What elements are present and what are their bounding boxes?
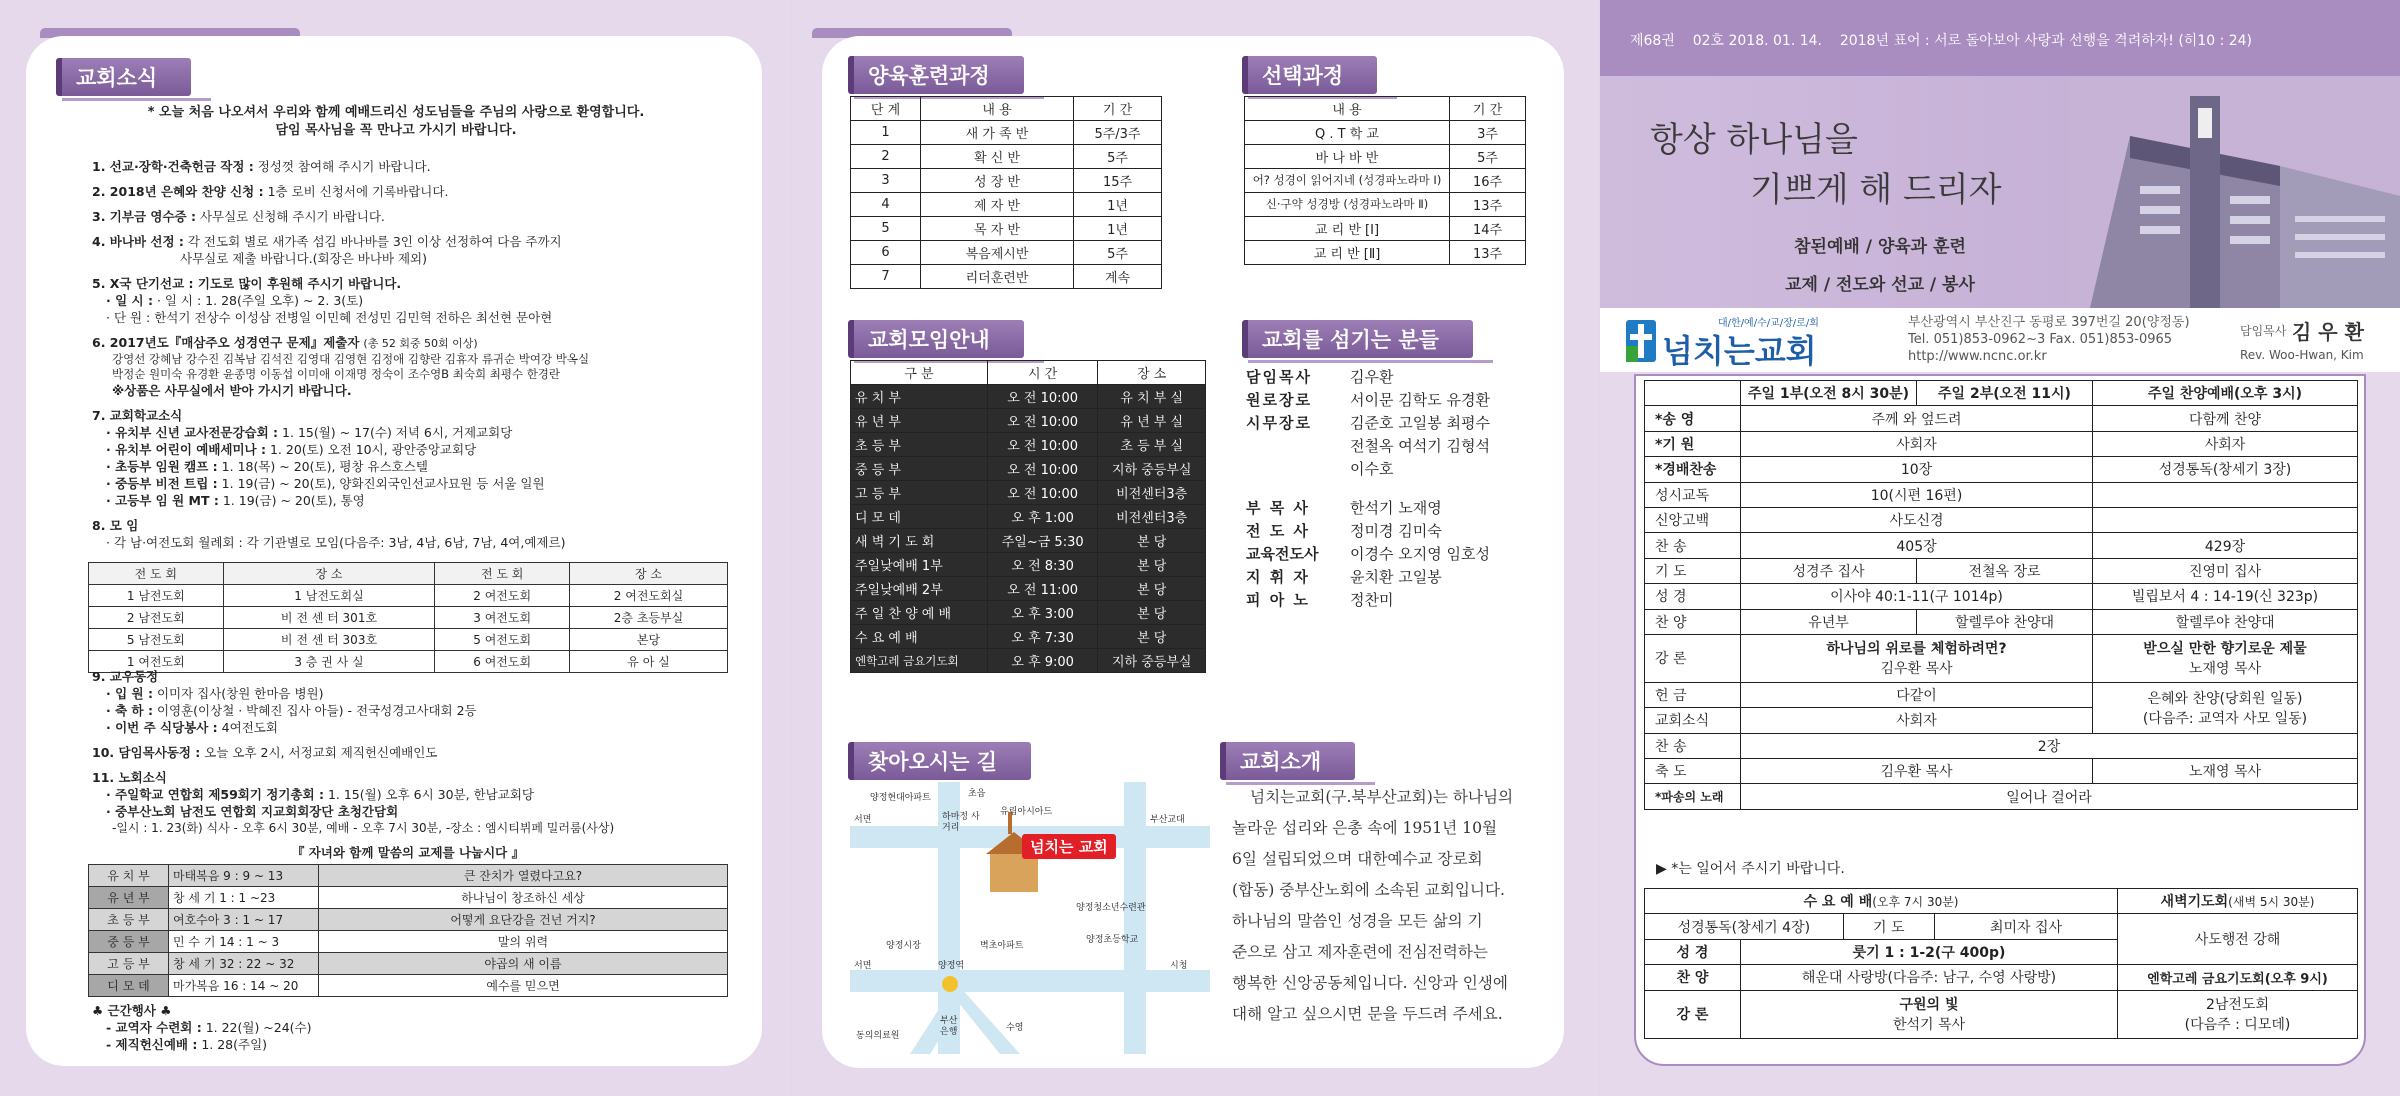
pillar-line-1: 참된예배 / 양육과 훈련 <box>1794 237 1966 257</box>
map-label: 초읍 <box>968 789 986 799</box>
news-list-2: 9. 교우동정 · 입 원 : 이미자 집사(창원 한마음 병원) · 축 하 : 이영훈(이상철 · 박혜진 집사 아들) - 전국성경고사대회 2등 · 이번 주 식당봉사 : 4여전도회 10. 담임목사동정 : 오늘 오후 2시, 서정교회 제직헌신예배인도 11. 노회소식 · 주일학교 연합회 제59회기 정기총회 : 1. 15(월) 오후 6시 30분, 한남교회당 · 중부산노회 남전도 연합회 지교회회장단 초청간담회 -일시 : 1. 23(화) 식사 - 오후 6시 30분, 예배 - 오후 7시 30분, -장소 : 엠시티뷔페 밀러룸(사상) <box>92 669 615 835</box>
map-label: 양정현대아파트 <box>870 793 931 803</box>
section-title-intro: 교회소개 <box>1220 742 1355 780</box>
cover-banner <box>1600 76 2400 308</box>
page-cover-worship <box>1600 0 2400 1096</box>
church-contact: 부산광역시 부산진구 동평로 397번길 20(양정동) Tel. 051)853-0962~3 Fax. 051)853-0965 http://www.ncnc.or.kr <box>1908 315 2190 364</box>
church-info-bar <box>1600 308 2400 372</box>
meetings-table: 구 분 시 간 장 소 유 치 부 오 전 10:00 유 치 부 실 유 년 부 오 전 10:00 유 년 부 실 초 등 부 오 전 10:00 초 등 부 실 중 등 부 오 전 10:00 지하 중등부실 고 등 부 오 전 10:00 비전센터3층 디 모 데 오 후 1:00 비전센터3층 새 벽 기 도 회 주일~금 5:30 본 당 주일낮예배 1부 오 전 8:30 본 당 주일낮예배 2부 오 전 11:00 본 당 주 일 찬 양 예 배 오 후 3:00 본 당 수 요 예 배 오 후 7:30 본 당 엔학고레 금요기도회 오 후 9:00 지하 중등부실 <box>850 360 1206 673</box>
section-title-elective: 선택과정 <box>1242 56 1377 94</box>
map-label: 부산 은행 <box>940 1016 958 1037</box>
map-label: 서면 <box>854 961 872 971</box>
upcoming-events: ♣ 근간행사 ♣ - 교역자 수련회 : 1. 22(월) ~24(수) - 제직헌신예배 : 1. 28(주일) <box>92 1003 312 1052</box>
slogan-line-2: 기쁘게 해 드리자 <box>1750 170 2002 210</box>
section-title-training: 양육훈련과정 <box>848 56 1024 94</box>
programs-panel <box>822 36 1564 1068</box>
news-panel <box>26 36 762 1066</box>
map-label: 벽초아파트 <box>980 941 1024 951</box>
map-label: 수영 <box>1006 1023 1024 1033</box>
pastor-label: 담임목사 <box>2240 324 2287 338</box>
church-name: 넘치는교회 <box>1662 332 1817 370</box>
church-building-image <box>2070 76 2400 308</box>
issue-line: 제68권 02호 2018. 01. 14. 2018년 표어 : 서로 돌아보아 사랑과 선행을 격려하자! (히10 : 24) <box>1630 33 2253 49</box>
pastor-name: 김 우 환 <box>2292 320 2364 344</box>
meeting-table: 전 도 회 장 소 전 도 회 장 소 1 남전도회 1 남전도회실 2 여전도회 2 여전도회실 2 남전도회 비 전 센 터 301호 3 여전도회 2층 초등부실 5 남전도회 비 전 센 터 303호 5 여전도회 본당 1 여전도회 3 층 권 사 실 6 여전도회 유 아 실 <box>88 562 728 673</box>
map-label: 하마정 사거리 <box>942 812 980 833</box>
map-label: 동의의료원 <box>856 1031 900 1041</box>
page-church-news <box>0 0 790 1096</box>
section-title-directions: 찾아오시는 길 <box>848 742 1031 780</box>
map-label: 서면 <box>854 815 872 825</box>
denomination: 대/한/예/수/교/장/로/회 <box>1718 318 1819 329</box>
map-label: 시청 <box>1170 961 1188 971</box>
slogan-line-1: 항상 하나님을 <box>1650 120 1858 160</box>
church-logo-icon <box>1626 320 1656 362</box>
elective-table: 내 용 기 간 Q . T 학 교 3주 바 나 바 반 5주 어? 성경이 읽어지네 (성경파노라마 Ⅰ) 16주 신·구약 성경방 (성경파노라마 Ⅱ) 13주 교 리 반 [Ⅰ] 14주 교 리 반 [Ⅱ] 13주 <box>1244 96 1526 265</box>
map-label: 양정역 <box>938 961 965 971</box>
sunday-order-table: 주일 1부(오전 8시 30분) 주일 2부(오전 11시) 주일 찬양예배(오후 3시) *송 영 주께 와 엎드려 다함께 찬양 *기 원 사회자 사회자 *경배찬송 10장 성경통독(창세기 3장) 성시교독 10(시편 16편) 신앙고백 사도신경 찬 송 405장 429장 기 도 성경주 집사 전철옥 장로 진영미 집사 성 경 이사야 40:1-11(구 1014p) 빌립보서 4 : 14-19(신 323p) 찬 양 유년부 할렐루야 찬양대 할렐루야 찬양대 강 론 하나님의 위로를 체험하려면? 김우환 목사 받으실 만한 향기로운 제물 노재영 목사 헌 금 다같이 은혜와 찬양(당회원 일동) (다음주: 교역자 사모 일동) 교회소식 사회자 찬 송 2장 축 도 김우환 목사 노재영 목사 *파송의 노래 일어나 걸어라 <box>1644 380 2358 810</box>
section-title-meetings: 교회모임안내 <box>848 320 1024 358</box>
section-title-servants: 교회를 섬기는 분들 <box>1242 320 1473 358</box>
church-intro: 넘치는교회(구.북부산교회)는 하나님의 놀라운 섭리와 은총 속에 1951년 10월 6일 설립되었으며 대한예수교 장로회 (합동) 중부산노회에 소속된 교회입니다. 하나님의 말씀인 성경을 모든 삶의 기 준으로 삼고 제자훈련에 전심전력하는 행복한 신앙공동체입니다. 신앙과 인생에 대해 알고 싶으시면 문을 두드려 주세요. <box>1232 788 1514 1023</box>
worship-panel <box>1634 374 2366 1066</box>
pastor-name-en: Rev. Woo-Hwan, Kim <box>2240 348 2364 362</box>
page-programs <box>792 0 1598 1096</box>
pillar-line-2: 교제 / 전도와 선교 / 봉사 <box>1785 275 1975 295</box>
standing-note: ▶ *는 일어서 주시기 바랍니다. <box>1656 861 1845 877</box>
map-label: 유림아시아드 <box>1000 807 1053 817</box>
bible-title: 『 자녀와 함께 말씀의 교제를 나눕시다 』 <box>291 845 525 860</box>
welcome-text: * 오늘 처음 나오셔서 우리와 함께 예배드리신 성도님들을 주님의 사랑으로 환영합니다. 담임 목사님을 꼭 만나고 가시기 바랍니다. <box>147 105 645 138</box>
map-label: 부산교대 <box>1150 815 1185 825</box>
map-label: 양정청소년수련관 <box>1076 903 1146 913</box>
map-label: 양정초등학교 <box>1086 935 1139 945</box>
map-label: 양정시장 <box>886 941 921 951</box>
training-table: 단 계 내 용 기 간 1 새 가 족 반 5주/3주 2 확 신 반 5주 3 성 장 반 15주 4 제 자 반 1년 5 목 자 반 1년 6 복음제시반 5주 7 리더훈련반 계속 <box>850 96 1162 289</box>
map-church-label: 넘치는 교회 <box>1022 834 1116 859</box>
news-list: 1. 선교·장학·건축헌금 작정 : 정성껏 참여해 주시기 바랍니다. 2. 2018년 은혜와 찬양 신청 : 1층 로비 신청서에 기록바랍니다. 3. 기부금 영수증 : 사무실로 신청해 주시기 바랍니다. 4. 바나바 선정 : 각 전도회 별로 새가족 섬김 바나바를 3인 이상 선정하여 다음 주까지 사무실로 제출 바랍니다.(회장은 바나바 제외) 5. X국 단기선교 : 기도로 많이 후원해 주시기 바랍니다. · 일 시 : · 일 시 : 1. 28(주일 오후) ~ 2. 3(토) · 단 원 : 한석기 전상수 이성삼 전병일 이민혜 전성민 김민혁 전하은 최선현 문아현 6. 2017년도『매삼주오 성경연구 문제』제출자 (총 52 회중 50회 이상) 강영선 강혜남 강수진 김복남 김석진 김영대 김영현 김정애 김향란 김휴자 류귀순 박여강 박옥실 박정순 원미숙 유경환 윤종명 이동섭 이미애 이재명 정숙이 조수영B 최숙희 최평수 한경란 ※상품은 사무실에서 받아 가시기 바랍니다. 7. 교회학교소식 · 유치부 신년 교사전문강습회 : 1. 15(월) ~ 17(수) 저녁 6시, 거제교회당 · 유치부 어린이 예배세미나 : 1. 20(토) 오전 10시, 광안중앙교회당 · 초등부 임원 캠프 : 1. 18(목) ~ 20(토), 평창 유스호스텔 · 중등부 비전 트립 : 1. 19(금) ~ 20(토), 양화진외국인선교사묘원 등 서울 일원 · 고등부 임 원 MT : 1. 19(금) ~ 20(토), 통영 8. 모 임 · 각 남·여전도회 월례회 : 각 기관별로 모임(다음주: 3남, 4남, 6남, 7남, 4여,예제르) <box>92 159 590 550</box>
section-title-news: 교회소식 <box>56 58 191 96</box>
bible-table: 유 치 부 마태복음 9 : 9 ~ 13 큰 잔치가 열렸다고요? 유 년 부 창 세 기 1 : 1 ~23 하나님이 창조하신 세상 초 등 부 여호수아 3 : 1 ~ 17 어떻게 요단강을 건넌 거지? 중 등 부 민 수 기 14 : 1 ~ 3 말의 위력 고 등 부 창 세 기 32 : 22 ~ 32 야곱의 새 이름 디 모 데 마가복음 16 : 14 ~ 20 예수를 믿으면 <box>88 864 728 997</box>
servants-list: 담임목사 김우환 원로장로 서이문 김학도 유경환 시무장로 김준호 고일봉 최평수 전철옥 여석기 김형석 이수호 부 목 사 한석기 노재영 전 도 사 정미경 김미숙 교육전도사 이경수 오지영 임호성 지 휘 자 윤치환 고일봉 피 아 노 정찬미 <box>1246 368 1490 609</box>
weekday-order-table: 수 요 예 배(오후 7시 30분) 새벽기도회(새벽 5시 30분) 성경통독(창세기 4장) 기 도 최미자 집사 사도행전 강해 성 경 룻기 1 : 1-2(구 400p) 찬 양 해운대 사랑방(다음주: 남구, 수영 사랑방) 엔학고레 금요기도회(오후 9시) 강 론 구원의 빛 한석기 목사 2남전도회 (다음주 : 디모데) <box>1644 888 2358 1039</box>
directions-map <box>850 782 1210 1054</box>
